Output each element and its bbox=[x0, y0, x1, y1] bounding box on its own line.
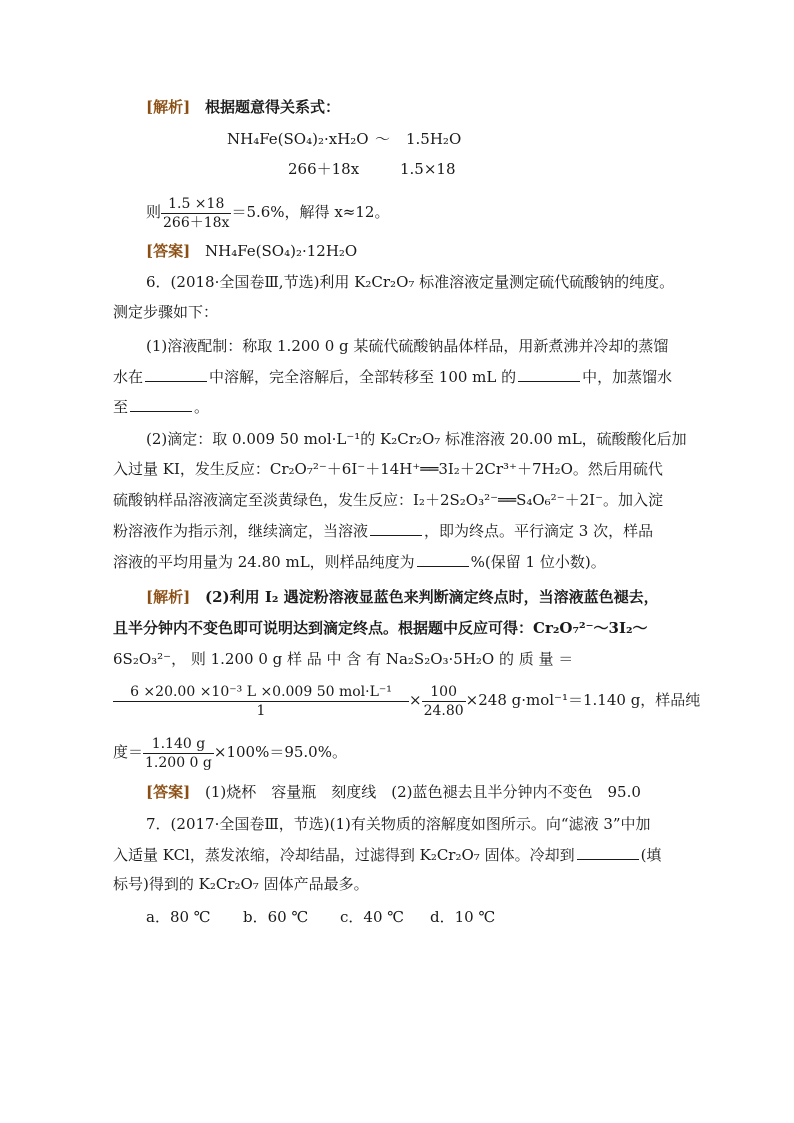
q6-p1-text-d: 至 bbox=[113, 398, 129, 416]
mass-fraction bbox=[113, 683, 409, 720]
answer-2-line bbox=[146, 781, 641, 803]
q6-p2-text-c: 溶液的平均用量为 24.80 mL，则样品纯度为 bbox=[113, 553, 415, 571]
purity-fraction bbox=[143, 735, 214, 772]
mass-fraction-denominator: 1 bbox=[256, 702, 266, 719]
analysis-2-line-3: 6S₂O₃²⁻， 则 1.200 0 g 样 品 中 含 有 Na₂S₂O₃·5H₂O 的 质 量 ＝ bbox=[113, 650, 574, 668]
relation-symbol: ～ bbox=[375, 130, 391, 148]
option-b[interactable]: b．60 ℃ bbox=[243, 908, 309, 926]
purity-prefix: 度＝ bbox=[113, 743, 144, 761]
q6-p2-line-5 bbox=[113, 550, 606, 573]
volume-fraction-numerator: 100 bbox=[422, 683, 466, 702]
analysis-2-line-1 bbox=[146, 586, 659, 608]
q6-p2-line-3: 硫酸钠样品溶液滴定至淡黄绿色，发生反应：I₂＋2S₂O₃²⁻══S₄O₆²⁻＋2I⁻。加入淀 bbox=[113, 491, 663, 509]
purity-numerator: 1.140 g bbox=[143, 735, 214, 754]
ratio-fraction bbox=[161, 195, 231, 232]
times-sign: × bbox=[409, 691, 422, 709]
mass-right: 1.5×18 bbox=[400, 160, 456, 178]
purity-denominator: 1.200 0 g bbox=[145, 754, 212, 771]
answer-1-line bbox=[146, 240, 357, 262]
answer-blank-2[interactable] bbox=[518, 365, 580, 382]
q6-p1-text-c: 中，加蒸馏水 bbox=[582, 368, 673, 386]
analysis-tag: [解析] bbox=[146, 588, 191, 606]
answer-blank-5[interactable] bbox=[417, 550, 469, 567]
purity-suffix: ×100%＝95.0%。 bbox=[213, 743, 347, 761]
analysis-1-intro-line bbox=[146, 96, 340, 118]
analysis-1-result bbox=[146, 190, 389, 234]
analysis-2-line-2: 且半分钟内不变色即可说明达到滴定终点。根据题中反应可得：Cr₂O₇²⁻～3I₂～ bbox=[113, 619, 648, 637]
q7-line-1: 7．(2017·全国卷Ⅲ，节选)(1)有关物质的溶解度如图所示。向“滤液 3”中加 bbox=[146, 815, 651, 833]
volume-fraction bbox=[422, 683, 466, 720]
mass-calculation bbox=[113, 678, 700, 722]
analysis-1-intro: 根据题意得关系式： bbox=[204, 98, 340, 116]
q6-p1-text-e: 。 bbox=[194, 398, 210, 416]
q6-p1-text-a: 水在 bbox=[113, 368, 144, 386]
option-a[interactable]: a．80 ℃ bbox=[146, 908, 211, 926]
mass-fraction-numerator: 6 ×20.00 ×10⁻³ L ×0.009 50 mol·L⁻¹ bbox=[113, 683, 409, 702]
q6-p2-line-1: (2)滴定：取 0.009 50 mol·L⁻¹的 K₂Cr₂O₇ 标准溶液 20.00 mL，硫酸酸化后加 bbox=[146, 430, 687, 448]
option-c[interactable]: c．40 ℃ bbox=[340, 908, 405, 926]
answer-blank-3[interactable] bbox=[130, 395, 192, 412]
then-suffix: ＝5.6%，解得 x≈12。 bbox=[231, 203, 390, 221]
q6-p1-line-2 bbox=[113, 365, 672, 388]
q6-p1-text-b: 中溶解，完全溶解后，全部转移至 100 mL 的 bbox=[209, 368, 517, 386]
answer-1-text: NH₄Fe(SO₄)₂·12H₂O bbox=[204, 242, 358, 260]
answer-tag: [答案] bbox=[146, 242, 191, 260]
relation-left: NH₄Fe(SO₄)₂·xH₂O bbox=[227, 130, 369, 148]
answer-blank-6[interactable] bbox=[577, 843, 639, 860]
mass-left: 266＋18x bbox=[288, 160, 360, 178]
answer-2-text: (1)烧杯 容量瓶 刻度线 (2)蓝色褪去且半分钟内不变色 95.0 bbox=[204, 783, 641, 801]
q6-p1-line-3 bbox=[113, 395, 209, 418]
option-d[interactable]: d．10 ℃ bbox=[430, 908, 496, 926]
q6-line-2: 测定步骤如下： bbox=[113, 303, 219, 321]
q7-text-a: 入适量 KCl，蒸发浓缩，冷却结晶，过滤得到 K₂Cr₂O₇ 固体。冷却到 bbox=[113, 846, 575, 864]
q6-p2-text-a: 粉溶液作为指示剂，继续滴定，当溶液 bbox=[113, 522, 369, 540]
then-prefix: 则 bbox=[146, 203, 162, 221]
q6-p2-line-2: 入过量 KI，发生反应：Cr₂O₇²⁻＋6I⁻＋14H⁺══3I₂＋2Cr³⁺＋7H₂O。然后用硫代 bbox=[113, 460, 663, 478]
q7-line-3: 标号)得到的 K₂Cr₂O₇ 固体产品最多。 bbox=[113, 875, 369, 893]
analysis-tag: [解析] bbox=[146, 98, 191, 116]
answer-tag: [答案] bbox=[146, 783, 191, 801]
relation-right: 1.5H₂O bbox=[406, 130, 462, 148]
q6-line-1: 6．(2018·全国卷Ⅲ,节选)利用 K₂Cr₂O₇ 标准溶液定量测定硫代硫酸钠的纯度。 bbox=[146, 273, 675, 291]
mass-calc-tail: ×248 g·mol⁻¹＝1.140 g，样品纯 bbox=[465, 691, 701, 709]
volume-fraction-denominator: 24.80 bbox=[423, 702, 464, 719]
answer-blank-4[interactable] bbox=[370, 519, 422, 536]
q7-line-2 bbox=[113, 843, 661, 866]
q6-p1-line-1: (1)溶液配制：称取 1.200 0 g 某硫代硫酸钠晶体样品，用新煮沸并冷却的蒸馏 bbox=[146, 337, 669, 355]
q7-text-b: (填 bbox=[640, 846, 662, 864]
q6-p2-text-b: ，即为终点。平行滴定 3 次，样品 bbox=[424, 522, 654, 540]
ratio-denominator: 266＋18x bbox=[163, 214, 230, 231]
relation-line bbox=[227, 128, 369, 150]
analysis-2-text-1: (2)利用 I₂ 遇淀粉溶液显蓝色来判断滴定终点时，当溶液蓝色褪去， bbox=[204, 588, 659, 606]
ratio-numerator: 1.5 ×18 bbox=[161, 195, 231, 214]
q6-p2-text-d: %(保留 1 位小数)。 bbox=[470, 553, 606, 571]
answer-blank-1[interactable] bbox=[145, 365, 207, 382]
q6-p2-line-4 bbox=[113, 519, 653, 542]
purity-calculation bbox=[113, 730, 347, 774]
